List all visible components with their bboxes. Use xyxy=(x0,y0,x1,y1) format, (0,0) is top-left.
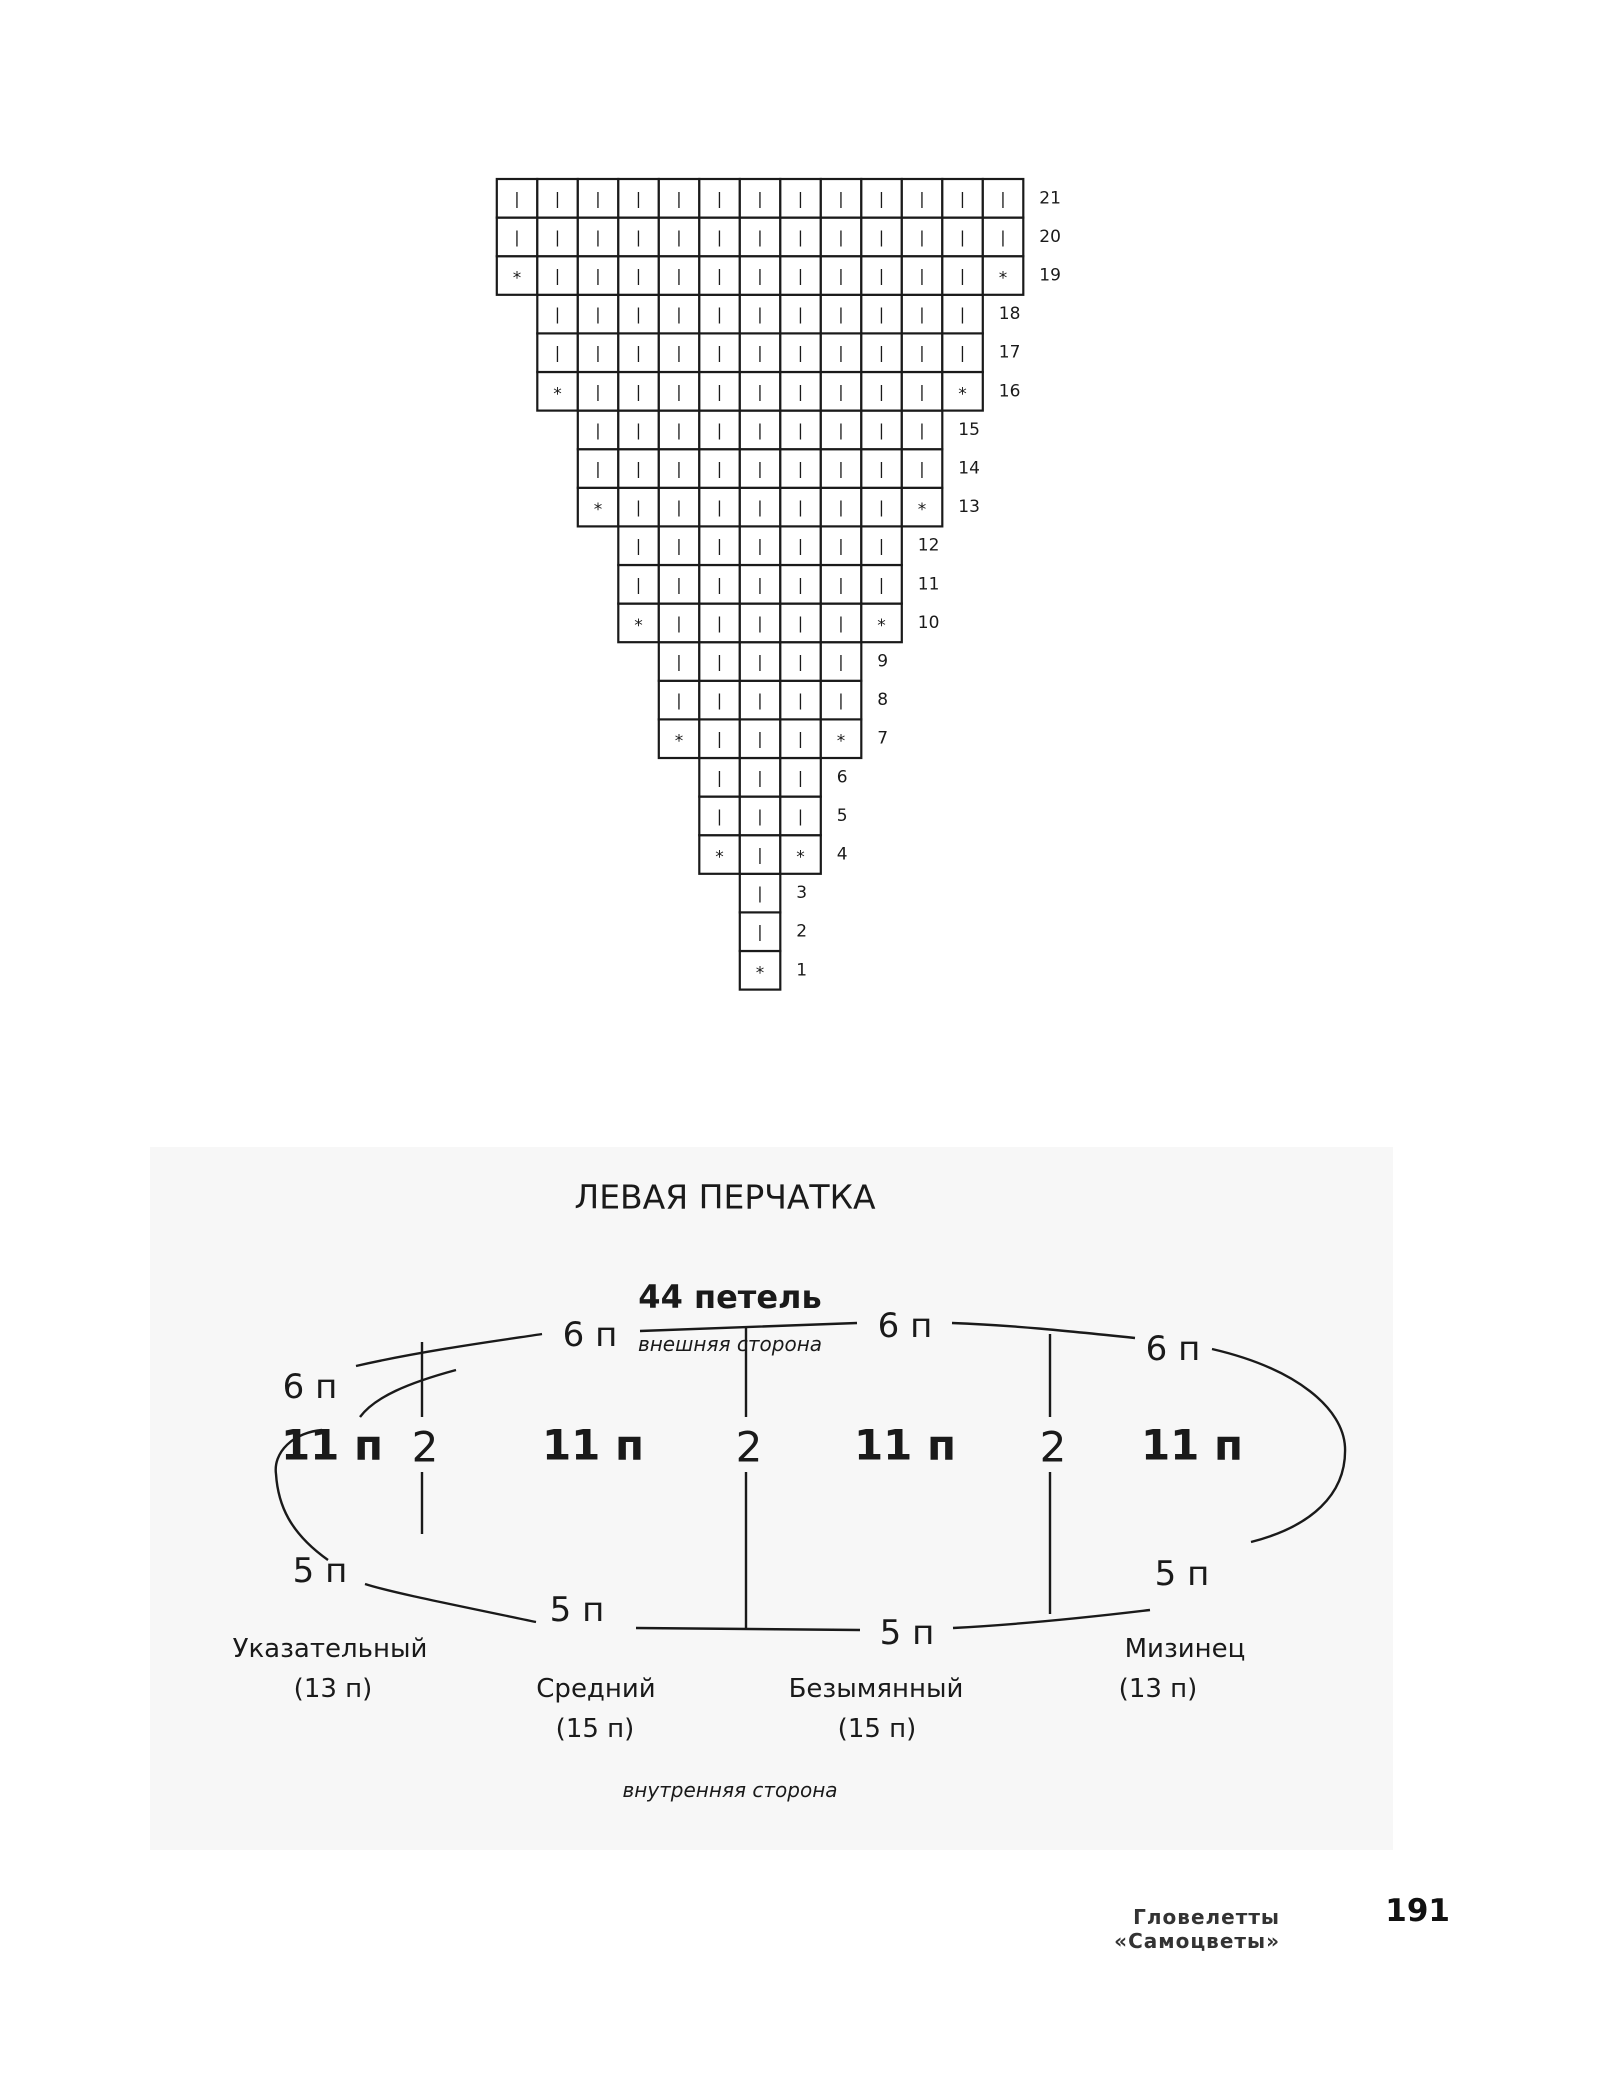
chart-row-label: 10 xyxy=(917,612,940,633)
chart-symbol-increase: * xyxy=(836,731,846,752)
chart-symbol-increase: * xyxy=(998,268,1008,289)
chart-row-label: 2 xyxy=(796,921,808,942)
chart-symbol-knit: | xyxy=(797,343,804,363)
chart-symbol-knit: | xyxy=(838,497,844,517)
chart-symbol-knit: | xyxy=(797,420,804,440)
chart-symbol-knit: | xyxy=(838,459,844,478)
chart-symbol-knit: | xyxy=(635,574,642,594)
chart-symbol-knit: | xyxy=(838,690,844,710)
chart-symbol-knit: | xyxy=(676,420,682,440)
chart-symbol-knit: | xyxy=(514,227,520,247)
chart-symbol-knit: | xyxy=(878,227,885,247)
chart-row-21 xyxy=(497,179,1061,218)
chart-symbol-increase: * xyxy=(877,615,886,636)
chart-symbol-knit: | xyxy=(635,227,642,247)
chart-symbol-knit: | xyxy=(676,536,682,556)
chart-symbol-knit: | xyxy=(595,459,601,478)
chart-symbol-knit: | xyxy=(878,497,885,517)
chart-symbol-knit: | xyxy=(797,536,804,556)
chart-symbol-knit: | xyxy=(797,613,804,633)
chart-symbol-knit: | xyxy=(959,188,966,208)
divider-count: 2 xyxy=(735,1422,763,1472)
chart-symbol-knit: | xyxy=(635,420,642,440)
chart-row-16 xyxy=(537,372,1020,411)
chart-symbol-knit: | xyxy=(919,381,925,401)
chart-row-label: 21 xyxy=(1039,188,1061,209)
chart-symbol-knit: | xyxy=(676,227,682,247)
chart-symbol-knit: | xyxy=(716,227,723,247)
chart-symbol-knit: | xyxy=(716,613,723,633)
chart-row-17 xyxy=(537,333,1020,372)
chart-symbol-knit: | xyxy=(797,652,804,671)
inner-side-label: внутренняя сторона xyxy=(622,1778,838,1802)
chart-symbol-knit: | xyxy=(838,574,844,594)
chart-symbol-increase: * xyxy=(715,847,724,868)
finger-name-middle: Средний xyxy=(536,1674,656,1704)
chart-symbol-knit: | xyxy=(1000,227,1006,247)
chart-symbol-knit: | xyxy=(797,227,804,247)
section-count: 11 п xyxy=(541,1420,645,1470)
chart-symbol-knit: | xyxy=(595,266,601,285)
chart-symbol-knit: | xyxy=(838,343,844,363)
chart-symbol-increase: * xyxy=(512,268,522,289)
chart-row-5 xyxy=(699,797,847,836)
chart-symbol-knit: | xyxy=(595,343,601,363)
chart-symbol-knit: | xyxy=(838,266,844,285)
chart-symbol-increase: * xyxy=(634,615,643,636)
bottom-segment-label: 5 п xyxy=(549,1590,605,1630)
chart-symbol-knit: | xyxy=(838,536,844,556)
chart-symbol-knit: | xyxy=(959,343,966,363)
chart-symbol-knit: | xyxy=(716,767,723,787)
chart-symbol-knit: | xyxy=(716,266,723,285)
chart-row-label: 18 xyxy=(998,304,1021,325)
chart-symbol-knit: | xyxy=(838,188,844,208)
chart-row-label: 16 xyxy=(998,381,1021,402)
chart-symbol-knit: | xyxy=(716,304,723,324)
bottom-segment-label: 5 п xyxy=(1154,1554,1210,1594)
chart-symbol-knit: | xyxy=(595,227,601,247)
chart-symbol-knit: | xyxy=(716,536,723,556)
chart-symbol-knit: | xyxy=(838,652,844,671)
chart-row-3 xyxy=(740,874,807,913)
chart-row-label: 20 xyxy=(1039,226,1061,247)
chart-symbol-knit: | xyxy=(716,420,723,440)
chart-symbol-knit: | xyxy=(716,806,723,826)
chart-row-4 xyxy=(699,835,847,874)
chart-symbol-knit: | xyxy=(797,304,804,324)
chart-symbol-knit: | xyxy=(919,266,925,285)
chart-row-1 xyxy=(740,951,807,990)
divider-count: 2 xyxy=(1039,1422,1067,1472)
chart-symbol-knit: | xyxy=(554,188,561,208)
chart-symbol-knit: | xyxy=(554,304,561,324)
bottom-segment-label: 5 п xyxy=(879,1613,935,1653)
chart-symbol-increase: * xyxy=(796,847,805,868)
chart-symbol-knit: | xyxy=(554,227,561,247)
chart-symbol-knit: | xyxy=(919,188,925,208)
chart-symbol-knit: | xyxy=(595,188,601,208)
chart-symbol-knit: | xyxy=(757,304,763,324)
chart-symbol-knit: | xyxy=(716,729,723,749)
chart-row-label: 5 xyxy=(836,805,848,826)
chart-symbol-knit: | xyxy=(797,767,804,787)
stitch-total: 44 петель xyxy=(638,1278,822,1316)
chart-row-label: 14 xyxy=(958,458,980,479)
chart-symbol-knit: | xyxy=(716,459,723,478)
chart-symbol-knit: | xyxy=(959,266,966,285)
chart-row-14 xyxy=(578,449,980,488)
top-segment-label: 6 п xyxy=(877,1306,933,1346)
chart-symbol-knit: | xyxy=(514,188,520,208)
chart-row-label: 15 xyxy=(958,419,980,440)
chart-symbol-knit: | xyxy=(757,806,763,826)
chart-symbol-knit: | xyxy=(1000,188,1006,208)
bottom-segment-label: 5 п xyxy=(292,1551,348,1591)
chart-symbol-knit: | xyxy=(676,188,682,208)
chart-symbol-knit: | xyxy=(757,536,763,556)
chart-symbol-knit: | xyxy=(838,227,844,247)
chart-symbol-knit: | xyxy=(676,266,682,285)
chart-symbol-knit: | xyxy=(919,420,925,440)
chart-symbol-knit: | xyxy=(757,574,763,594)
chart-symbol-knit: | xyxy=(757,883,763,903)
chart-symbol-knit: | xyxy=(676,459,682,478)
top-segment-label: 6 п xyxy=(1145,1329,1201,1369)
chart-symbol-knit: | xyxy=(878,536,885,556)
chart-row-label: 11 xyxy=(917,574,940,595)
chart-row-label: 4 xyxy=(836,844,848,865)
chart-symbol-knit: | xyxy=(595,304,601,324)
chart-row-19 xyxy=(497,256,1061,295)
chart-symbol-knit: | xyxy=(959,227,966,247)
chart-symbol-knit: | xyxy=(635,343,642,363)
chart-symbol-knit: | xyxy=(716,188,723,208)
chart-symbol-knit: | xyxy=(716,343,723,363)
chart-row-20 xyxy=(497,218,1061,257)
chart-row-label: 17 xyxy=(998,342,1021,363)
chart-symbol-knit: | xyxy=(838,381,844,401)
chart-symbol-knit: | xyxy=(635,188,642,208)
chart-symbol-increase: * xyxy=(593,500,603,521)
chart-symbol-knit: | xyxy=(716,652,723,671)
chart-symbol-knit: | xyxy=(757,652,763,671)
chart-symbol-knit: | xyxy=(676,381,682,401)
chart-row-18 xyxy=(537,295,1020,334)
chart-symbol-knit: | xyxy=(716,574,723,594)
chart-row-12 xyxy=(618,526,939,565)
chart-symbol-knit: | xyxy=(797,381,804,401)
outer-side-label: внешняя сторона xyxy=(637,1332,823,1356)
chart-symbol-knit: | xyxy=(878,459,885,478)
finger-count-middle: (15 п) xyxy=(555,1714,635,1744)
scheme-title: ЛЕВАЯ ПЕРЧАТКА xyxy=(574,1177,876,1217)
chart-symbol-knit: | xyxy=(757,343,763,363)
chart-symbol-knit: | xyxy=(554,343,561,363)
divider-count: 2 xyxy=(411,1422,439,1472)
chart-symbol-knit: | xyxy=(919,304,925,324)
chart-symbol-knit: | xyxy=(635,459,642,478)
chart-symbol-knit: | xyxy=(757,381,763,401)
chart-symbol-knit: | xyxy=(757,922,763,942)
chart-symbol-increase: * xyxy=(958,384,967,405)
chart-symbol-knit: | xyxy=(716,497,723,517)
chart-symbol-knit: | xyxy=(757,227,763,247)
chart-symbol-knit: | xyxy=(635,304,642,324)
chart-symbol-knit: | xyxy=(676,613,682,633)
section-count: 11 п xyxy=(280,1420,384,1470)
chart-row-label: 19 xyxy=(1039,265,1061,286)
chart-symbol-knit: | xyxy=(595,381,601,401)
chart-symbol-knit: | xyxy=(676,574,682,594)
chart-row-15 xyxy=(578,411,980,450)
finger-name-index: Указательный xyxy=(232,1634,428,1664)
chart-symbol-knit: | xyxy=(878,304,885,324)
chart-symbol-knit: | xyxy=(635,536,642,556)
chart-symbol-knit: | xyxy=(757,497,763,517)
chart-symbol-knit: | xyxy=(797,188,804,208)
chart-symbol-knit: | xyxy=(838,304,844,324)
chart-row-label: 9 xyxy=(877,651,889,672)
chart-symbol-knit: | xyxy=(757,845,763,864)
chart-symbol-knit: | xyxy=(878,381,885,401)
chart-symbol-knit: | xyxy=(797,806,804,826)
finger-name-pinky: Мизинец xyxy=(1124,1634,1246,1664)
chart-symbol-knit: | xyxy=(757,420,763,440)
finger-name-ring: Безымянный xyxy=(788,1674,964,1704)
chart-symbol-knit: | xyxy=(878,266,885,285)
section-count: 11 п xyxy=(1140,1420,1244,1470)
chart-symbol-knit: | xyxy=(635,266,642,285)
chart-row-8 xyxy=(659,681,888,720)
chart-symbol-knit: | xyxy=(797,690,804,710)
chart-symbol-increase: * xyxy=(674,731,684,752)
chart-row-label: 3 xyxy=(796,883,808,904)
chart-symbol-knit: | xyxy=(878,343,885,363)
finger-count-index: (13 п) xyxy=(293,1674,373,1704)
chart-symbol-knit: | xyxy=(716,381,723,401)
chart-symbol-increase: * xyxy=(755,963,765,984)
chart-symbol-knit: | xyxy=(878,574,885,594)
chart-symbol-knit: | xyxy=(676,497,682,517)
chart-row-9 xyxy=(659,642,888,681)
chart-symbol-knit: | xyxy=(716,690,723,710)
chart-symbol-knit: | xyxy=(635,381,642,401)
chart-symbol-knit: | xyxy=(797,459,804,478)
chart-symbol-knit: | xyxy=(757,266,763,285)
chart-symbol-knit: | xyxy=(797,574,804,594)
chart-symbol-knit: | xyxy=(797,266,804,285)
chart-symbol-knit: | xyxy=(797,729,804,749)
finger-count-ring: (15 п) xyxy=(837,1714,917,1744)
chart-row-label: 8 xyxy=(877,690,889,711)
chart-row-label: 1 xyxy=(796,960,808,981)
chart-symbol-knit: | xyxy=(676,690,682,710)
page-number: 191 xyxy=(1385,1893,1450,1929)
chart-symbol-knit: | xyxy=(757,459,763,478)
section-count: 11 п xyxy=(853,1420,957,1470)
top-segment-label: 6 п xyxy=(282,1367,338,1407)
chart-symbol-increase: * xyxy=(553,384,562,405)
chart-symbol-knit: | xyxy=(757,767,763,787)
chart-row-label: 13 xyxy=(958,497,980,518)
chart-symbol-knit: | xyxy=(554,266,561,285)
chart-symbol-knit: | xyxy=(878,420,885,440)
chart-row-6 xyxy=(699,758,847,797)
chart-symbol-knit: | xyxy=(959,304,966,324)
chart-row-13 xyxy=(578,488,980,527)
chart-symbol-knit: | xyxy=(595,420,601,440)
chart-row-label: 6 xyxy=(836,767,848,788)
chart-symbol-knit: | xyxy=(797,497,804,517)
chart-row-label: 7 xyxy=(877,728,889,749)
chart-symbol-knit: | xyxy=(838,420,844,440)
chart-row-7 xyxy=(659,719,888,758)
chart-symbol-knit: | xyxy=(757,188,763,208)
chart-symbol-knit: | xyxy=(676,343,682,363)
top-segment-label: 6 п xyxy=(562,1315,618,1355)
chart-row-11 xyxy=(618,565,939,604)
knitting-chart xyxy=(0,0,1600,1010)
chart-row-10 xyxy=(618,604,939,643)
footer-book-title: Гловелетты «Самоцветы» xyxy=(1114,1905,1280,1953)
chart-symbol-knit: | xyxy=(635,497,642,517)
chart-symbol-knit: | xyxy=(757,613,763,633)
finger-count-pinky: (13 п) xyxy=(1118,1674,1198,1704)
chart-symbol-knit: | xyxy=(919,343,925,363)
left-glove-scheme xyxy=(150,1147,1393,1850)
chart-row-label: 12 xyxy=(917,535,940,556)
chart-symbol-knit: | xyxy=(757,729,763,749)
chart-symbol-knit: | xyxy=(838,613,844,633)
chart-symbol-knit: | xyxy=(878,188,885,208)
chart-symbol-knit: | xyxy=(919,459,925,478)
chart-symbol-knit: | xyxy=(676,652,682,671)
chart-symbol-knit: | xyxy=(757,690,763,710)
chart-symbol-knit: | xyxy=(676,304,682,324)
chart-row-2 xyxy=(740,912,807,951)
chart-symbol-increase: * xyxy=(917,500,927,521)
chart-symbol-knit: | xyxy=(919,227,925,247)
